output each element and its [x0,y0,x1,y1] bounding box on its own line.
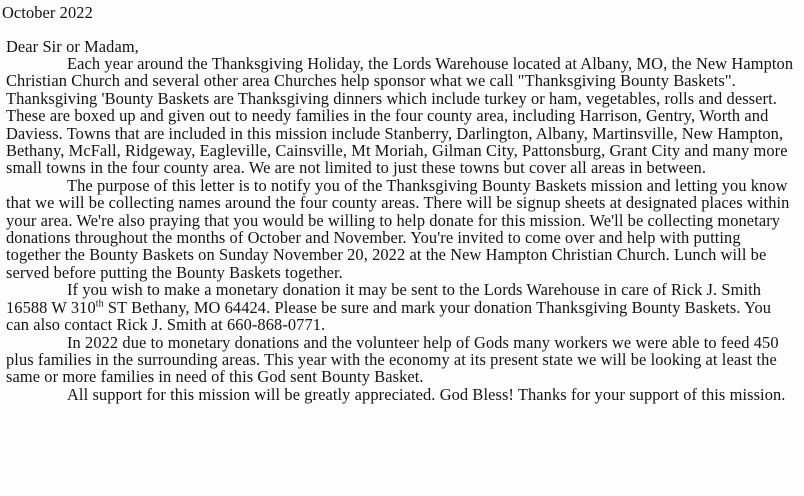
letter-date: October 2022 [2,3,93,22]
donation-text-start: If you wish to make a monetary donation it may be sent to the Lords Warehouse in care of Rick J. Smith 16588 W 310 [6,280,762,317]
salutation: Dear Sir or Madam, [6,37,139,56]
paragraph-intro: Each year around the Thanksgiving Holiday, the Lords Warehouse located at Albany, MO, the New Hampton Christian Church and several other area Churches help sponsor what we call "Thanksgiving Bounty Baskets". Thanksgiving 'Bounty Baskets are Thanksgiving dinners which include turkey or ham, vegetables, rolls and dessert. These are boxed up and given out to needy families in the four county area, including Harrison, Gentry, Worth and Daviess. Towns that are included in this mission include Stanberry, Darlington, Albany, Martinsville, New Hampton, Bethany, McFall, Ridgeway, Eagleville, Cainsville, Mt Moriah, Gilman City, Pattonsburg, Grant City and many more small towns in the four county area. We are not limited to just these towns but cover all areas in between. [6,54,794,178]
ordinal-suffix: th [95,298,104,310]
donation-text-end: ST Bethany, MO 64424. Please be sure and mark your donation Thanksgiving Bounty Baskets. You can also contact Rick J. Smith at 660-868-0771. [6,297,772,335]
paragraph-closing: All support for this mission will be greatly appreciated. God Bless! Thanks for your support of this mission. [67,384,786,404]
letter-body [6,55,798,403]
paragraph-donation [6,281,798,333]
paragraph-results: In 2022 due to monetary donations and the volunteer help of Gods many workers we were able to feed 450 plus families in the surrounding areas. This year with the economy at its present state we will be looking at least the same or more families in need of this God sent Bounty Basket. [6,332,779,387]
paragraph-purpose: The purpose of this letter is to notify you of the Thanksgiving Bounty Baskets mission and letting you know that we will be collecting names around the four county areas. There will be signup sheets at designated places within your area. We're also praying that you would be willing to help donate for this mission. We'll be collecting monetary donations throughout the months of October and November. You're invited to come over and help with putting together the Bounty Baskets on Sunday November 20, 2022 at the New Hampton Christian Church. Lunch will be served before putting the Bounty Baskets together. [6,175,790,282]
